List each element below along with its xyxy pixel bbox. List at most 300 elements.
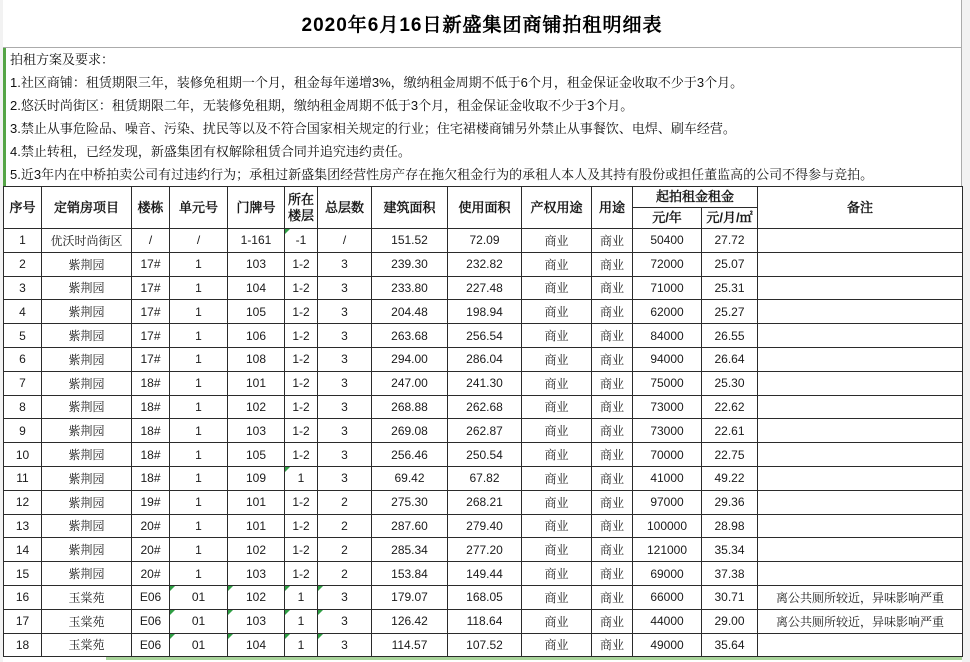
- cell-remark: [758, 419, 963, 443]
- cell-text: 25.30: [714, 376, 745, 391]
- cell-text: 商业: [599, 424, 624, 439]
- cell-door: [228, 300, 285, 324]
- cell-floor: [285, 276, 318, 300]
- cell-text: 商业: [599, 567, 624, 582]
- cell-text: /: [148, 233, 153, 248]
- cell-rent-year: [633, 466, 702, 490]
- cell-text: 103: [245, 614, 267, 629]
- cell-seq: [4, 562, 42, 586]
- cell-remark: [758, 276, 963, 300]
- cell-rent-month: [702, 229, 758, 253]
- cell-text: 1: [297, 471, 305, 486]
- cell-seq: [4, 347, 42, 371]
- cell-build-area: [372, 562, 448, 586]
- cell-text: 紫荆园: [68, 257, 105, 272]
- cell-project: [42, 371, 132, 395]
- cell-text: 3: [341, 352, 348, 367]
- cell-seq: [4, 276, 42, 300]
- cell-rent-year: [633, 514, 702, 538]
- table-row: [4, 609, 963, 633]
- table-row: [4, 229, 963, 253]
- cell-text: 商业: [544, 281, 569, 296]
- cell-text: 102: [245, 399, 267, 414]
- cell-text: 3: [341, 590, 348, 605]
- table-row: [4, 585, 963, 609]
- cell-text: 72000: [650, 257, 684, 272]
- col-header-use: 用途: [592, 187, 633, 229]
- cell-text: 6: [19, 352, 26, 367]
- cell-text: 49000: [650, 637, 684, 652]
- cell-door: [228, 395, 285, 419]
- cell-text: 100000: [646, 518, 688, 533]
- page-break-line: [106, 657, 962, 660]
- cell-project: [42, 585, 132, 609]
- cell-use-area: [448, 466, 522, 490]
- cell-property-use: [522, 609, 592, 633]
- cell-property-use: [522, 538, 592, 562]
- cell-unit: [170, 538, 228, 562]
- cell-text: 109: [245, 471, 267, 486]
- cell-build-area: [372, 252, 448, 276]
- cell-unit: [170, 300, 228, 324]
- cell-total-floors: [318, 490, 372, 514]
- cell-text: 紫荆园: [68, 305, 105, 320]
- cell-rent-year: [633, 300, 702, 324]
- cell-text: 1: [195, 257, 202, 272]
- cell-remark: [758, 229, 963, 253]
- cell-build-area: [372, 276, 448, 300]
- cell-total-floors: [318, 585, 372, 609]
- cell-text: 106: [245, 328, 267, 343]
- cell-door: [228, 609, 285, 633]
- cell-text: 商业: [544, 233, 569, 248]
- cell-text: 商业: [599, 305, 624, 320]
- cell-total-floors: [318, 395, 372, 419]
- cell-text: 1: [195, 304, 202, 319]
- table-row: [4, 562, 963, 586]
- cell-use: [592, 276, 633, 300]
- cell-text: -1: [295, 233, 307, 248]
- cell-door: [228, 276, 285, 300]
- cell-use: [592, 229, 633, 253]
- cell-text: 紫荆园: [68, 352, 105, 367]
- cell-rent-year: [633, 609, 702, 633]
- cell-seq: [4, 538, 42, 562]
- cell-use-area: [448, 514, 522, 538]
- cell-rent-month: [702, 633, 758, 657]
- cell-use: [592, 538, 633, 562]
- cell-project: [42, 347, 132, 371]
- cell-text: 9: [19, 423, 26, 438]
- cell-text: 1: [195, 280, 202, 295]
- cell-use-area: [448, 490, 522, 514]
- cell-error-indicator-triangle: [285, 467, 290, 472]
- cell-text: 126.42: [391, 614, 428, 629]
- cell-text: 2: [19, 257, 26, 272]
- cell-text: 商业: [599, 329, 624, 344]
- note-item: 3.禁止从事危险品、噪音、污染、扰民等以及不符合国家相关规定的行业；住宅裙楼商铺另外禁止从事餐饮、电焊、刷车经营。: [10, 121, 736, 136]
- cell-text: 25.27: [714, 304, 745, 319]
- cell-text: 01: [191, 614, 206, 629]
- cell-text: 101: [245, 495, 267, 510]
- cell-unit: [170, 514, 228, 538]
- cell-total-floors: [318, 276, 372, 300]
- cell-use-area: [448, 252, 522, 276]
- cell-text: 商业: [599, 495, 624, 510]
- cell-property-use: [522, 443, 592, 467]
- cell-project: [42, 466, 132, 490]
- cell-total-floors: [318, 466, 372, 490]
- cell-text: 商业: [544, 400, 569, 415]
- table-header: [4, 187, 963, 229]
- cell-text: 37.38: [714, 566, 745, 581]
- cell-seq: [4, 395, 42, 419]
- cell-unit: [170, 229, 228, 253]
- cell-unit: [170, 466, 228, 490]
- cell-text: 商业: [544, 471, 569, 486]
- cell-building: [132, 300, 170, 324]
- cell-text: 247.00: [391, 376, 428, 391]
- cell-text: 1-2: [292, 257, 310, 272]
- cell-seq: [4, 371, 42, 395]
- cell-total-floors: [318, 538, 372, 562]
- cell-floor: [285, 585, 318, 609]
- cell-building: [132, 443, 170, 467]
- page-title: 2020年6月16日新盛集团商铺拍租明细表: [301, 15, 663, 36]
- cell-rent-year: [633, 443, 702, 467]
- cell-text: 149.44: [466, 566, 503, 581]
- cell-text: 22.61: [714, 423, 745, 438]
- cell-rent-year: [633, 633, 702, 657]
- cell-rent-year: [633, 585, 702, 609]
- cell-property-use: [522, 466, 592, 490]
- cell-remark: [758, 514, 963, 538]
- cell-seq: [4, 633, 42, 657]
- cell-text: 263.68: [391, 328, 428, 343]
- cell-text: 287.60: [391, 518, 428, 533]
- cell-rent-month: [702, 443, 758, 467]
- cell-use: [592, 466, 633, 490]
- cell-text: 17#: [140, 280, 161, 295]
- cell-text: 1: [297, 590, 305, 605]
- cell-project: [42, 229, 132, 253]
- cell-build-area: [372, 371, 448, 395]
- cell-error-indicator-triangle: [318, 586, 323, 591]
- table-row: [4, 514, 963, 538]
- cell-text: 73000: [650, 399, 684, 414]
- cell-text: 233.80: [391, 280, 428, 295]
- cell-unit: [170, 443, 228, 467]
- cell-error-indicator-triangle: [170, 634, 175, 639]
- cell-text: 紫荆园: [68, 329, 105, 344]
- cell-error-indicator-triangle: [170, 610, 175, 615]
- cell-property-use: [522, 324, 592, 348]
- cell-text: 94000: [650, 352, 684, 367]
- cell-text: 69000: [650, 566, 684, 581]
- note-item: 5.近3年内在中桥拍卖公司有过违约行为；承租过新盛集团经营性房产存在拖欠租金行为的承租人本人及其持有股份或担任董监高的公司不得参与竞拍。: [10, 167, 874, 182]
- cell-floor: [285, 395, 318, 419]
- cell-text: 3: [341, 280, 348, 295]
- table-row: [4, 490, 963, 514]
- cell-total-floors: [318, 300, 372, 324]
- cell-building: [132, 585, 170, 609]
- cell-text: 商业: [599, 400, 624, 415]
- cell-text: 紫荆园: [68, 281, 105, 296]
- cell-project: [42, 633, 132, 657]
- col-header-build-area: 建筑面积: [372, 187, 448, 229]
- notes-heading: 拍租方案及要求：: [10, 52, 115, 67]
- cell-text: 18#: [140, 399, 161, 414]
- cell-text: 118.64: [466, 614, 503, 629]
- cell-text: 103: [245, 257, 267, 272]
- cell-text: 3: [341, 637, 348, 652]
- cell-text: 72.09: [469, 233, 500, 248]
- cell-text: 102: [245, 542, 267, 557]
- cell-error-indicator-triangle: [228, 586, 233, 591]
- cell-text: 104: [245, 280, 267, 295]
- cell-text: 239.30: [391, 257, 428, 272]
- cell-building: [132, 538, 170, 562]
- cell-text: 商业: [544, 352, 569, 367]
- cell-text: 商业: [599, 233, 624, 248]
- cell-building: [132, 609, 170, 633]
- cell-project: [42, 538, 132, 562]
- cell-building: [132, 490, 170, 514]
- table-row: [4, 466, 963, 490]
- cell-text: 1-2: [292, 542, 310, 557]
- cell-text: 3: [341, 447, 348, 462]
- cell-use-area: [448, 347, 522, 371]
- cell-text: 277.20: [466, 542, 503, 557]
- cell-remark: [758, 347, 963, 371]
- cell-text: 商业: [599, 376, 624, 391]
- cell-text: 44000: [650, 614, 684, 629]
- cell-text: 紫荆园: [68, 424, 105, 439]
- cell-door: [228, 562, 285, 586]
- cell-door: [228, 324, 285, 348]
- cell-floor: [285, 300, 318, 324]
- cell-error-indicator-triangle: [285, 229, 290, 234]
- cell-text: 268.21: [466, 495, 503, 510]
- cell-text: 3: [341, 423, 348, 438]
- table-row: [4, 443, 963, 467]
- cell-remark: [758, 490, 963, 514]
- cell-text: 1: [195, 328, 202, 343]
- cell-text: /: [342, 233, 347, 248]
- cell-use: [592, 562, 633, 586]
- cell-text: 18#: [140, 471, 161, 486]
- cell-text: 紫荆园: [68, 471, 105, 486]
- col-header-rent-group: 起拍租金租金: [633, 187, 758, 208]
- cell-floor: [285, 419, 318, 443]
- cell-error-indicator-triangle: [228, 634, 233, 639]
- cell-text: 3: [341, 399, 348, 414]
- cell-rent-month: [702, 324, 758, 348]
- cell-text: 17#: [140, 304, 161, 319]
- cell-text: E06: [139, 614, 162, 629]
- table-row: [4, 252, 963, 276]
- cell-rent-year: [633, 490, 702, 514]
- col-header-project: 定销房项目: [42, 187, 132, 229]
- cell-text: 1-161: [240, 233, 272, 248]
- cell-property-use: [522, 347, 592, 371]
- cell-error-indicator-triangle: [285, 634, 290, 639]
- cell-text: 离公共厕所较近，异味影响严重: [776, 590, 945, 605]
- cell-text: 105: [245, 304, 267, 319]
- cell-text: 1: [297, 637, 305, 652]
- cell-rent-year: [633, 419, 702, 443]
- cell-floor: [285, 229, 318, 253]
- cell-floor: [285, 538, 318, 562]
- cell-property-use: [522, 229, 592, 253]
- cell-rent-month: [702, 347, 758, 371]
- cell-build-area: [372, 538, 448, 562]
- cell-use-area: [448, 538, 522, 562]
- cell-text: 商业: [544, 614, 569, 629]
- table-row: [4, 633, 963, 657]
- cell-use: [592, 324, 633, 348]
- cell-text: 商业: [544, 305, 569, 320]
- cell-use-area: [448, 562, 522, 586]
- cell-property-use: [522, 395, 592, 419]
- cell-rent-year: [633, 276, 702, 300]
- cell-text: 商业: [599, 590, 624, 605]
- cell-text: 15: [15, 566, 30, 581]
- note-item: 4.禁止转租，已经发现，新盛集团有权解除租赁合同并追究违约责任。: [10, 144, 411, 159]
- cell-text: 1: [195, 447, 202, 462]
- cell-rent-month: [702, 395, 758, 419]
- col-header-door: 门牌号: [228, 187, 285, 229]
- cell-text: 商业: [544, 543, 569, 558]
- cell-text: 商业: [544, 519, 569, 534]
- cell-build-area: [372, 229, 448, 253]
- cell-rent-month: [702, 371, 758, 395]
- cell-text: 103: [245, 423, 267, 438]
- cell-use: [592, 443, 633, 467]
- cell-text: 18#: [140, 423, 161, 438]
- cell-remark: [758, 443, 963, 467]
- cell-text: 28.98: [714, 518, 745, 533]
- cell-build-area: [372, 300, 448, 324]
- cell-text: 1: [19, 233, 26, 248]
- cell-text: 75000: [650, 376, 684, 391]
- cell-build-area: [372, 490, 448, 514]
- cell-error-indicator-triangle: [228, 610, 233, 615]
- cell-text: 108: [245, 352, 267, 367]
- cell-text: 84000: [650, 328, 684, 343]
- cell-total-floors: [318, 347, 372, 371]
- cell-total-floors: [318, 324, 372, 348]
- cell-text: 105: [245, 447, 267, 462]
- cell-text: 商业: [599, 471, 624, 486]
- cell-text: 紫荆园: [68, 400, 105, 415]
- cell-build-area: [372, 324, 448, 348]
- cell-text: 1-2: [292, 304, 310, 319]
- cell-text: 279.40: [466, 518, 503, 533]
- cell-unit: [170, 395, 228, 419]
- cell-floor: [285, 609, 318, 633]
- cell-rent-month: [702, 585, 758, 609]
- cell-text: 1-2: [292, 328, 310, 343]
- cell-remark: [758, 633, 963, 657]
- cell-project: [42, 514, 132, 538]
- cell-total-floors: [318, 229, 372, 253]
- cell-remark: [758, 585, 963, 609]
- cell-seq: [4, 585, 42, 609]
- cell-text: 商业: [599, 519, 624, 534]
- cell-text: 1: [195, 376, 202, 391]
- cell-text: 商业: [599, 448, 624, 463]
- cell-total-floors: [318, 252, 372, 276]
- cell-rent-month: [702, 276, 758, 300]
- cell-text: 1-2: [292, 495, 310, 510]
- cell-use: [592, 371, 633, 395]
- cell-text: 35.34: [714, 542, 745, 557]
- cell-door: [228, 419, 285, 443]
- cell-text: 商业: [599, 614, 624, 629]
- cell-text: 3: [341, 471, 348, 486]
- cell-error-indicator-triangle: [318, 610, 323, 615]
- cell-text: 103: [245, 566, 267, 581]
- cell-text: 紫荆园: [68, 543, 105, 558]
- cell-property-use: [522, 562, 592, 586]
- cell-rent-month: [702, 419, 758, 443]
- cell-text: 1-2: [292, 399, 310, 414]
- cell-text: 3: [341, 328, 348, 343]
- cell-text: 3: [341, 376, 348, 391]
- cell-text: 275.30: [391, 495, 428, 510]
- cell-rent-year: [633, 371, 702, 395]
- cell-door: [228, 443, 285, 467]
- cell-rent-year: [633, 347, 702, 371]
- cell-text: 1: [195, 399, 202, 414]
- cell-floor: [285, 252, 318, 276]
- cell-door: [228, 490, 285, 514]
- cell-project: [42, 276, 132, 300]
- cell-rent-month: [702, 609, 758, 633]
- cell-property-use: [522, 300, 592, 324]
- cell-build-area: [372, 419, 448, 443]
- cell-use-area: [448, 371, 522, 395]
- cell-text: 1: [195, 352, 202, 367]
- cell-text: 49.22: [714, 471, 745, 486]
- cell-text: 玉棠苑: [68, 590, 105, 605]
- col-header-use-area: 使用面积: [448, 187, 522, 229]
- col-header-seq: 序号: [4, 187, 42, 229]
- cell-rent-year: [633, 538, 702, 562]
- cell-text: 14: [15, 542, 30, 557]
- cell-text: 241.30: [466, 376, 503, 391]
- cell-text: 269.08: [391, 423, 428, 438]
- cell-seq: [4, 490, 42, 514]
- cell-floor: [285, 324, 318, 348]
- cell-unit: [170, 276, 228, 300]
- cell-text: 1-2: [292, 376, 310, 391]
- cell-text: 商业: [544, 257, 569, 272]
- cell-unit: [170, 609, 228, 633]
- cell-text: 1: [297, 614, 305, 629]
- cell-rent-month: [702, 300, 758, 324]
- cell-text: 10: [15, 447, 30, 462]
- cell-text: 8: [19, 399, 26, 414]
- cell-unit: [170, 324, 228, 348]
- cell-door: [228, 466, 285, 490]
- cell-error-indicator-triangle: [285, 586, 290, 591]
- cell-property-use: [522, 276, 592, 300]
- cell-text: 232.82: [466, 257, 503, 272]
- cell-unit: [170, 419, 228, 443]
- cell-building: [132, 252, 170, 276]
